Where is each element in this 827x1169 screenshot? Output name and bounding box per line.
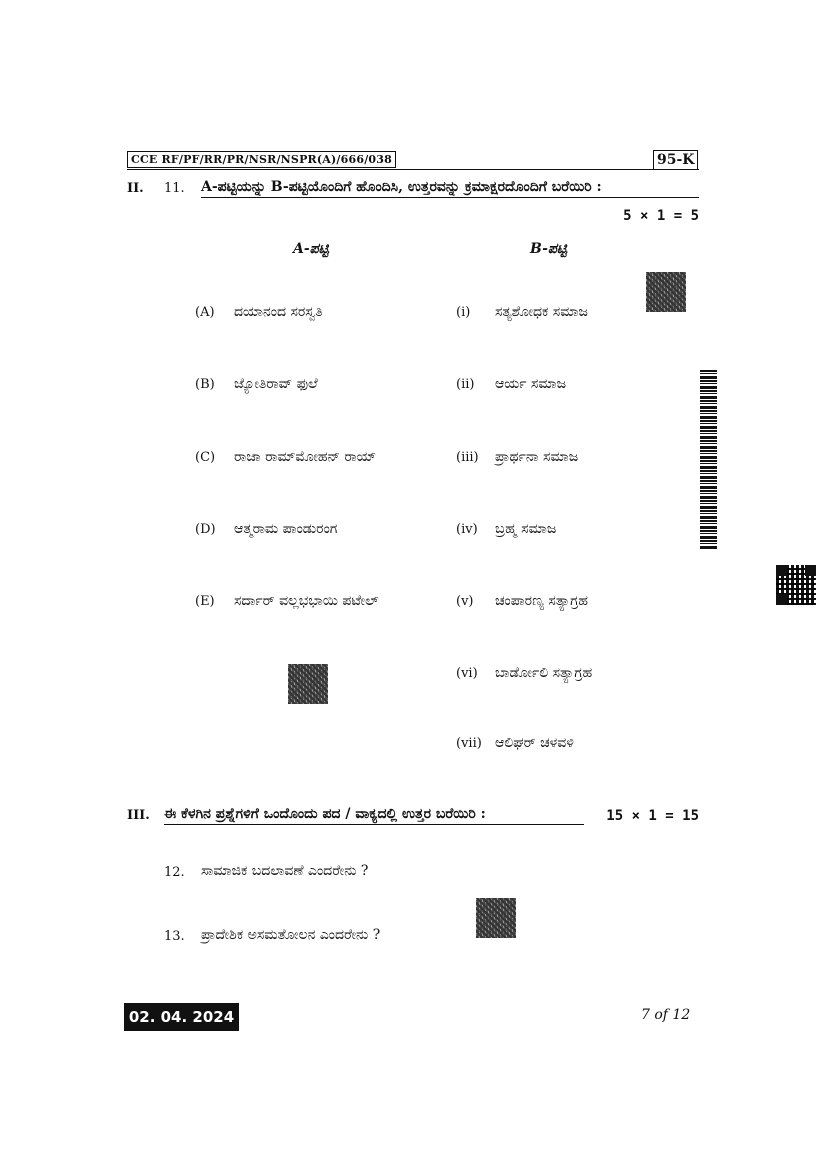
column-b-label: (vi) — [456, 666, 478, 681]
column-a-item: ಆತ್ಮರಾಮ ಪಾಂಡುರಂಗ — [234, 521, 338, 537]
column-b-item: ಸತ್ಯಶೋಧಕ ಸಮಾಜ — [495, 304, 588, 320]
paper-code: 95-K — [653, 150, 698, 170]
column-b-item: ಆರ್ಯ ಸಮಾಜ — [495, 376, 567, 392]
column-a-label: (A) — [195, 305, 215, 320]
question-13-text: ಪ್ರಾದೇಶಿಕ ಅಸಮತೋಲನ ಎಂದರೇನು ? — [201, 927, 381, 943]
column-b-label: (vii) — [456, 736, 482, 751]
column-a-label: (C) — [195, 450, 216, 465]
security-pattern — [288, 664, 328, 704]
column-b-label: (v) — [456, 594, 474, 609]
question-11-number: 11. — [164, 181, 185, 196]
column-b-item: ಆಲಿಘರ್ ಚಳವಳಿ — [495, 735, 574, 751]
question-11-instruction: A-ಪಟ್ಟಿಯನ್ನು B-ಪಟ್ಟಿಯೊಂದಿಗೆ ಹೊಂದಿಸಿ, ಉತ್ತರವನ್ನು ಕ್ರಮಾಕ್ಷರದೊಂದಿಗೆ ಬರೆಯಿರಿ : — [201, 179, 699, 198]
column-a-label: (D) — [195, 522, 216, 537]
column-a-label: (E) — [195, 594, 215, 609]
column-a-title: A-ಪಟ್ಟಿ — [293, 241, 329, 257]
column-b-label: (iv) — [456, 522, 478, 537]
question-12-number: 12. — [164, 865, 185, 880]
column-a-item: ಜ್ಯೋತಿರಾವ್ ಫುಲೆ — [234, 376, 318, 392]
exam-code: CCE RF/PF/RR/PR/NSR/NSPR(A)/666/038 — [127, 151, 396, 168]
barcode — [700, 370, 717, 550]
column-b-label: (i) — [456, 305, 471, 320]
column-a-label: (B) — [195, 377, 215, 392]
column-b-label: (ii) — [456, 377, 475, 392]
column-a-item: ಸರ್ದಾರ್ ವಲ್ಲಭಭಾಯಿ ಪಟೇಲ್ — [234, 593, 379, 609]
column-b-item: ಚಂಪಾರಣ್ಯ ಸತ್ಯಾಗ್ರಹ — [495, 593, 588, 609]
section-3-marks: 15 × 1 = 15 — [606, 808, 699, 824]
question-12-text: ಸಾಮಾಜಿಕ ಬದಲಾವಣೆ ಎಂದರೇನು ? — [201, 863, 369, 879]
section-3-number: III. — [127, 808, 150, 823]
question-13-number: 13. — [164, 929, 185, 944]
page-number: 7 of 12 — [641, 1007, 691, 1023]
column-b-item: ಪ್ರಾರ್ಥನಾ ಸಮಾಜ — [495, 449, 579, 465]
section-3-instruction: ಈ ಕೆಳಗಿನ ಪ್ರಶ್ನೆಗಳಿಗೆ ಒಂದೊಂದು ಪದ / ವಾಕ್ಯದಲ್ಲಿ ಉತ್ತರ ಬರೆಯಿರಿ : — [164, 806, 584, 825]
security-pattern — [476, 898, 516, 938]
column-a-item: ದಯಾನಂದ ಸರಸ್ವತಿ — [234, 304, 323, 320]
column-b-title: B-ಪಟ್ಟಿ — [530, 241, 568, 257]
column-b-label: (iii) — [456, 450, 479, 465]
question-11-marks: 5 × 1 = 5 — [623, 208, 699, 224]
exam-date: 02. 04. 2024 — [124, 1003, 239, 1031]
security-pattern — [646, 272, 686, 312]
section-2-number: II. — [127, 181, 144, 196]
column-b-item: ಬ್ರಹ್ಮ ಸಮಾಜ — [495, 521, 557, 537]
column-a-item: ರಾಜಾ ರಾಮ್‌ಮೋಹನ್ ರಾಯ್ — [234, 449, 377, 465]
qr-code — [776, 565, 816, 605]
column-b-item: ಬಾರ್ಡೋಲಿ ಸತ್ಯಾಗ್ರಹ — [495, 665, 593, 681]
header-rule — [127, 169, 699, 170]
